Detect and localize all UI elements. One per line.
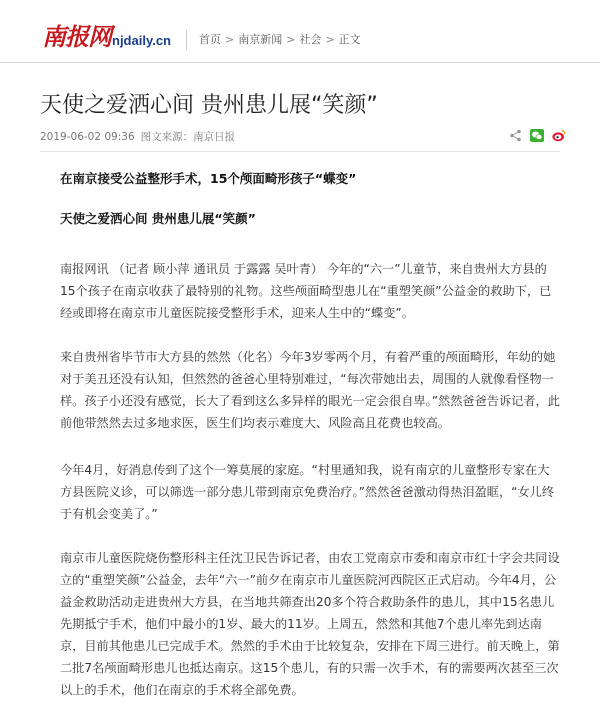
wechat-icon[interactable] xyxy=(530,127,544,140)
breadcrumb-society[interactable]: 社会 xyxy=(299,33,322,46)
article-subhead: 天使之爱洒心间 贵州患儿展“笑颜” xyxy=(60,211,256,226)
article-paragraph: 来自贵州省毕节市大方县的然然（化名）今年3岁零两个月，有着严重的颅面畸形，年幼的她对于美丑还没有认知，但然然的爸爸心里特别难过，“每次带她出去，周围的人就像看怪物一样。孩子小还没有感觉，长大了看到这么多异样的眼光一定会很自卑。”然然爸爸告诉记者，此前他带然然去过多地求医，医生们均表示难度大、风险高且花费也较高。 xyxy=(60,350,560,430)
breadcrumb-nanjing-news[interactable]: 南京新闻 xyxy=(238,33,283,46)
breadcrumb-separator: > xyxy=(286,33,296,46)
logo-domain: njdaily.cn xyxy=(112,33,171,48)
article-paragraph: 南京市儿童医院烧伤整形科主任沈卫民告诉记者，由农工党南京市委和南京市红十字会共同设立的“重塑笑颜”公益金，去年“六一”前夕在南京市儿童医院河西院区正式启动。今年4月，公益金救助活动走进贵州大方县，在当地共筛查出20多个符合救助条件的患儿，其中15名患儿先期抵宁手术，他们中最小的1岁、最大的11岁。上周五，然然和其他7个患儿率先到达南京，目前其他患儿已完成手术。然然的手术由于比较复杂，安排在下周三进行。前天晚上，第二批7名颅面畸形患儿也抵达南京。这15个患儿，有的只需一次手术，有的需要两次甚至三次以上的手术，他们在南京的手术将全部免费。 xyxy=(60,551,560,697)
site-logo[interactable] xyxy=(42,24,171,50)
article-title: 天使之爱洒心间 贵州患儿展“笑颜” xyxy=(40,93,378,118)
article-meta xyxy=(40,130,235,144)
weibo-icon[interactable] xyxy=(552,127,566,140)
header-divider xyxy=(186,30,187,50)
article-subhead: 在南京接受公益整形手术，15个颅面畸形孩子“蝶变” xyxy=(60,171,357,186)
article-paragraph: 南报网讯 （记者 顾小萍 通讯员 于露露 吴叶青） 今年的“六一”儿童节，来自贵州大方县的15个孩子在南京收获了最特别的礼物。这些颅面畸型患儿在“重塑笑颜”公益金的救助下，已经或即将在南京市儿童医院接受整形手术，迎来人生中的“蝶变”。 xyxy=(60,262,552,320)
breadcrumb-separator: > xyxy=(325,33,335,46)
logo-chinese: 南报网 xyxy=(42,22,111,51)
breadcrumb xyxy=(199,33,361,47)
article-source: 图文来源：南京日报 xyxy=(140,131,236,143)
share-bar xyxy=(509,127,566,140)
publish-date: 2019-06-02 09:36 xyxy=(40,131,135,143)
share-icon[interactable] xyxy=(509,127,522,140)
breadcrumb-home[interactable]: 首页 xyxy=(199,33,221,46)
breadcrumb-current: 正文 xyxy=(338,33,361,46)
breadcrumb-separator: > xyxy=(225,33,235,46)
site-header xyxy=(0,0,600,63)
article-paragraph: 今年4月，好消息传到了这个一筹莫展的家庭。“村里通知我，说有南京的儿童整形专家在大方县医院义诊，可以筛选一部分患儿带到南京免费治疗。”然然爸爸激动得热泪盈眶，“女儿终于有机会变美了。” xyxy=(60,463,555,521)
title-divider xyxy=(40,151,560,152)
